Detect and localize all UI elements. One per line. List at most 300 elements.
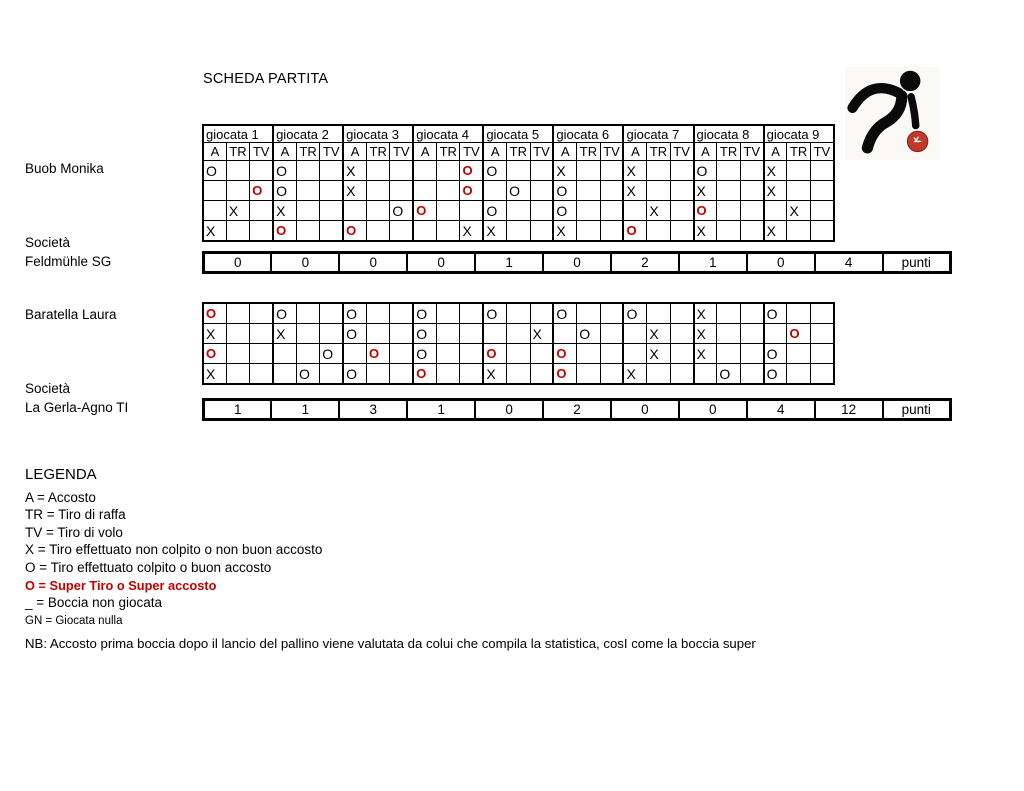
mark-cell (483, 221, 506, 242)
mark-cell (460, 201, 483, 221)
mark-cell (647, 364, 670, 385)
giocata-header: giocata 9 (764, 125, 834, 143)
mark-cell (250, 324, 273, 344)
mark-cell (273, 181, 296, 201)
x-mark: X (649, 345, 659, 362)
punti-value: 1 (271, 400, 339, 420)
punti-value: 3 (339, 400, 407, 420)
mark-cell (600, 344, 623, 364)
mark-cell (670, 344, 693, 364)
mark-cell (810, 303, 834, 324)
mark-cell (717, 181, 740, 201)
mark-cell (577, 201, 600, 221)
mark-cell (367, 161, 390, 181)
x-mark: X (696, 222, 706, 239)
x-mark: X (462, 222, 472, 239)
mark-cell (530, 324, 553, 344)
mark-cell (203, 181, 226, 201)
mark-cell (694, 303, 717, 324)
mark-cell (717, 221, 740, 242)
mark-cell (553, 221, 576, 242)
mark-cell (413, 181, 436, 201)
x-mark: X (486, 365, 496, 382)
legend (25, 466, 322, 631)
o-mark: O (556, 202, 568, 219)
mark-cell (343, 324, 366, 344)
subcol-header: A (413, 143, 436, 161)
mark-cell (740, 344, 763, 364)
mark-cell (296, 161, 319, 181)
mark-cell (437, 324, 460, 344)
mark-cell (343, 221, 366, 242)
mark-cell (296, 364, 319, 385)
mark-cell (530, 364, 553, 385)
super-o-mark: O (206, 306, 217, 321)
mark-cell (390, 344, 413, 364)
mark-cell (296, 201, 319, 221)
mark-cell (600, 303, 623, 324)
mark-cell (623, 181, 646, 201)
legend-line-x: X = Tiro effettuato non colpito o non buon accosto (25, 542, 323, 558)
mark-cell (413, 344, 436, 364)
super-o-mark: O (416, 366, 427, 381)
o-mark: O (766, 305, 778, 322)
super-o-mark: O (462, 163, 473, 178)
mark-cell (203, 324, 226, 344)
mark-cell (343, 344, 366, 364)
mark-cell (810, 221, 834, 242)
mark-cell (460, 344, 483, 364)
x-mark: X (532, 325, 542, 342)
mark-cell (507, 181, 530, 201)
o-mark: O (486, 305, 498, 322)
mark-cell (460, 161, 483, 181)
mark-cell (437, 303, 460, 324)
o-mark: O (346, 325, 358, 342)
o-mark: O (486, 202, 498, 219)
mark-cell (483, 181, 506, 201)
subcol-header: TV (530, 143, 553, 161)
mark-cell (460, 221, 483, 242)
punti-value: 12 (815, 400, 883, 420)
mark-cell (343, 364, 366, 385)
x-mark: X (766, 222, 776, 239)
super-o-mark: O (462, 183, 473, 198)
mark-cell (694, 201, 717, 221)
punti-value: 2 (543, 400, 611, 420)
mark-cell (437, 201, 460, 221)
mark-cell (483, 161, 506, 181)
mark-cell (694, 181, 717, 201)
o-mark: O (392, 202, 404, 219)
super-o-mark: O (626, 223, 637, 238)
mark-cell (343, 181, 366, 201)
mark-cell (553, 364, 576, 385)
mark-cell (647, 324, 670, 344)
mark-cell (460, 181, 483, 201)
x-mark: X (206, 222, 216, 239)
super-o-mark: O (696, 203, 707, 218)
mark-cell (483, 364, 506, 385)
subcol-header: TV (600, 143, 623, 161)
mark-cell (437, 344, 460, 364)
mark-cell (320, 221, 343, 242)
punti-value: 0 (747, 253, 815, 273)
mark-cell (273, 324, 296, 344)
mark-cell (717, 364, 740, 385)
subcol-header: TV (320, 143, 343, 161)
mark-cell (647, 344, 670, 364)
mark-cell (810, 344, 834, 364)
mark-cell (670, 303, 693, 324)
punti-bar-player1 (202, 251, 952, 274)
mark-cell (437, 221, 460, 242)
mark-cell (367, 364, 390, 385)
bocce-player-icon (845, 67, 940, 160)
mark-cell (670, 181, 693, 201)
subcol-header: TR (507, 143, 530, 161)
legend-line-o: O = Tiro effettuato colpito o buon accosto (25, 559, 272, 575)
legend-line-gn: GN = Giocata nulla (25, 614, 123, 627)
subcol-header: TR (437, 143, 460, 161)
subcol-header: TV (460, 143, 483, 161)
mark-cell (226, 161, 249, 181)
mark-cell (226, 221, 249, 242)
mark-cell (740, 364, 763, 385)
punti-value: 0 (339, 253, 407, 273)
mark-cell (273, 364, 296, 385)
mark-cell (483, 303, 506, 324)
punti-value: 2 (611, 253, 679, 273)
mark-cell (530, 221, 553, 242)
mark-cell (343, 161, 366, 181)
mark-cell (273, 161, 296, 181)
mark-cell (787, 161, 810, 181)
giocata-header: giocata 4 (413, 125, 483, 143)
punti-value: 0 (611, 400, 679, 420)
punti-value: 0 (407, 253, 475, 273)
player1-society-label: Società (25, 235, 71, 250)
mark-cell (460, 324, 483, 344)
x-mark: X (766, 182, 776, 199)
mark-cell (530, 344, 553, 364)
mark-cell (787, 303, 810, 324)
subcol-header: A (694, 143, 717, 161)
o-mark: O (276, 305, 287, 322)
punti-value: 0 (475, 400, 543, 420)
mark-cell (647, 201, 670, 221)
x-mark: X (789, 202, 799, 219)
x-mark: X (696, 345, 706, 362)
mark-cell (507, 344, 530, 364)
o-mark: O (696, 162, 708, 179)
x-mark: X (228, 202, 239, 219)
mark-cell (413, 303, 436, 324)
mark-cell (670, 324, 693, 344)
subcol-header: TV (250, 143, 273, 161)
o-mark: O (346, 365, 358, 382)
o-mark: O (416, 305, 428, 322)
mark-cell (483, 324, 506, 344)
mark-cell (577, 303, 600, 324)
mark-cell (740, 201, 763, 221)
mark-cell (483, 201, 506, 221)
mark-cell (203, 221, 226, 242)
punti-value: 4 (815, 253, 883, 273)
subcol-header: TR (226, 143, 249, 161)
x-mark: X (626, 162, 636, 179)
super-o-mark: O (789, 326, 800, 341)
mark-cell (507, 221, 530, 242)
mark-cell (577, 344, 600, 364)
x-mark: X (696, 305, 706, 322)
mark-cell (507, 201, 530, 221)
mark-cell (600, 201, 623, 221)
super-o-mark: O (346, 223, 357, 238)
mark-cell (320, 161, 343, 181)
mark-cell (320, 364, 343, 385)
mark-cell (226, 303, 249, 324)
player2-name: Baratella Laura (25, 307, 117, 322)
mark-cell (296, 221, 319, 242)
mark-cell (810, 324, 834, 344)
mark-cell (437, 181, 460, 201)
subcol-header: TV (390, 143, 413, 161)
mark-cell (764, 303, 787, 324)
x-mark: X (206, 325, 216, 342)
bocce-player-logo (845, 67, 940, 160)
mark-cell (367, 201, 390, 221)
mark-cell (623, 161, 646, 181)
o-mark: O (556, 182, 568, 199)
mark-cell (694, 324, 717, 344)
super-o-mark: O (556, 366, 567, 381)
mark-cell (367, 344, 390, 364)
subcol-header: A (343, 143, 366, 161)
mark-cell (694, 221, 717, 242)
mark-cell (600, 324, 623, 344)
mark-cell (623, 324, 646, 344)
mark-cell (810, 181, 834, 201)
mark-cell (390, 303, 413, 324)
subcol-header: A (273, 143, 296, 161)
mark-cell (647, 181, 670, 201)
mark-cell (507, 161, 530, 181)
mark-cell (460, 303, 483, 324)
x-mark: X (696, 182, 706, 199)
mark-cell (764, 181, 787, 201)
giocata-header: giocata 1 (203, 125, 273, 143)
mark-cell (787, 201, 810, 221)
mark-cell (717, 303, 740, 324)
mark-cell (553, 201, 576, 221)
mark-cell (343, 201, 366, 221)
mark-cell (250, 221, 273, 242)
x-mark: X (626, 365, 636, 382)
mark-cell (577, 161, 600, 181)
mark-cell (623, 303, 646, 324)
super-o-mark: O (252, 183, 263, 198)
mark-cell (577, 221, 600, 242)
subcol-header: TR (717, 143, 740, 161)
o-mark: O (626, 305, 638, 322)
mark-cell (413, 364, 436, 385)
mark-cell (764, 324, 787, 344)
mark-cell (764, 201, 787, 221)
mark-cell (273, 201, 296, 221)
subcol-header: TR (296, 143, 319, 161)
mark-cell (623, 221, 646, 242)
mark-cell (390, 181, 413, 201)
mark-cell (740, 303, 763, 324)
mark-cell (740, 324, 763, 344)
mark-cell (810, 161, 834, 181)
mark-cell (787, 344, 810, 364)
mark-cell (553, 344, 576, 364)
super-o-mark: O (556, 346, 567, 361)
giocata-header: giocata 8 (694, 125, 764, 143)
mark-cell (647, 161, 670, 181)
mark-cell (647, 221, 670, 242)
mark-cell (413, 161, 436, 181)
mark-cell (460, 364, 483, 385)
subcol-header: TR (577, 143, 600, 161)
x-mark: X (649, 325, 659, 342)
legend-line-tv: TV = Tiro di volo (25, 524, 123, 540)
mark-cell (694, 364, 717, 385)
mark-cell (296, 324, 319, 344)
mark-cell (226, 324, 249, 344)
mark-cell (530, 201, 553, 221)
mark-cell (413, 201, 436, 221)
o-mark: O (766, 365, 778, 382)
o-mark: O (486, 162, 498, 179)
mark-cell (577, 181, 600, 201)
mark-cell (764, 161, 787, 181)
mark-cell (694, 161, 717, 181)
mark-cell (787, 181, 810, 201)
mark-cell (623, 344, 646, 364)
mark-cell (553, 181, 576, 201)
mark-cell (553, 324, 576, 344)
mark-cell (413, 324, 436, 344)
legend-line-super: O = Super Tiro o Super accosto (25, 577, 217, 593)
mark-cell (367, 303, 390, 324)
subcol-header: A (203, 143, 226, 161)
punti-value: 0 (543, 253, 611, 273)
giocata-header: giocata 5 (483, 125, 553, 143)
mark-cell (320, 303, 343, 324)
mark-cell (810, 201, 834, 221)
x-mark: X (649, 202, 659, 219)
mark-cell (670, 364, 693, 385)
punti-value: 1 (407, 400, 475, 420)
punti-value: 0 (679, 400, 747, 420)
mark-cell (390, 201, 413, 221)
mark-cell (600, 364, 623, 385)
mark-cell (670, 221, 693, 242)
o-mark: O (276, 182, 287, 199)
mark-cell (320, 324, 343, 344)
mark-cell (600, 161, 623, 181)
subcol-header: TV (670, 143, 693, 161)
subcol-header: TV (740, 143, 763, 161)
legend-line-a: A = Accosto (25, 489, 96, 505)
mark-cell (553, 161, 576, 181)
mark-cell (273, 221, 296, 242)
mark-cell (203, 201, 226, 221)
o-mark: O (719, 365, 731, 382)
subcol-header: TR (367, 143, 390, 161)
mark-cell (623, 201, 646, 221)
mark-cell (577, 324, 600, 344)
x-mark: X (346, 182, 356, 199)
mark-cell (413, 221, 436, 242)
mark-cell (273, 344, 296, 364)
punti-value: 1 (679, 253, 747, 273)
super-o-mark: O (486, 346, 497, 361)
mark-cell (600, 221, 623, 242)
subcol-header: A (483, 143, 506, 161)
mark-cell (553, 303, 576, 324)
mark-cell (390, 161, 413, 181)
o-mark: O (766, 345, 778, 362)
mark-cell (296, 181, 319, 201)
mark-cell (740, 181, 763, 201)
mark-cell (250, 344, 273, 364)
mark-cell (670, 201, 693, 221)
legend-nb-note: NB: Accosto prima boccia dopo il lancio del pallino viene valutata da colui che compila la statistica, cosI come la boccia super (25, 636, 756, 651)
mark-cell (670, 161, 693, 181)
x-mark: X (346, 162, 356, 179)
o-mark: O (346, 305, 358, 322)
mark-cell (717, 201, 740, 221)
mark-cell (273, 303, 296, 324)
punti-label: punti (883, 253, 951, 273)
x-mark: X (556, 222, 566, 239)
mark-cell (250, 181, 273, 201)
punti-value: 1 (204, 400, 272, 420)
giocata-header: giocata 7 (623, 125, 693, 143)
mark-cell (226, 344, 249, 364)
mark-cell (226, 201, 249, 221)
mark-cell (390, 324, 413, 344)
legend-line-boccia: _ = Boccia non giocata (25, 595, 162, 611)
mark-cell (787, 221, 810, 242)
x-mark: X (626, 182, 636, 199)
subcol-header: TR (787, 143, 810, 161)
x-mark: X (696, 325, 706, 342)
mark-cell (717, 324, 740, 344)
punti-value: 1 (475, 253, 543, 273)
o-mark: O (206, 162, 217, 179)
mark-cell (437, 161, 460, 181)
mark-cell (343, 303, 366, 324)
mark-cell (717, 161, 740, 181)
mark-cell (203, 344, 226, 364)
mark-cell (740, 221, 763, 242)
x-mark: X (486, 222, 496, 239)
player1-society: Feldmühle SG (25, 254, 112, 269)
o-mark: O (276, 162, 287, 179)
mark-cell (250, 201, 273, 221)
subcol-header: A (623, 143, 646, 161)
o-mark: O (579, 325, 591, 342)
punti-bar-player2 (202, 398, 952, 421)
score-grid-player2 (202, 302, 835, 385)
mark-cell (367, 324, 390, 344)
subcol-header: A (553, 143, 576, 161)
